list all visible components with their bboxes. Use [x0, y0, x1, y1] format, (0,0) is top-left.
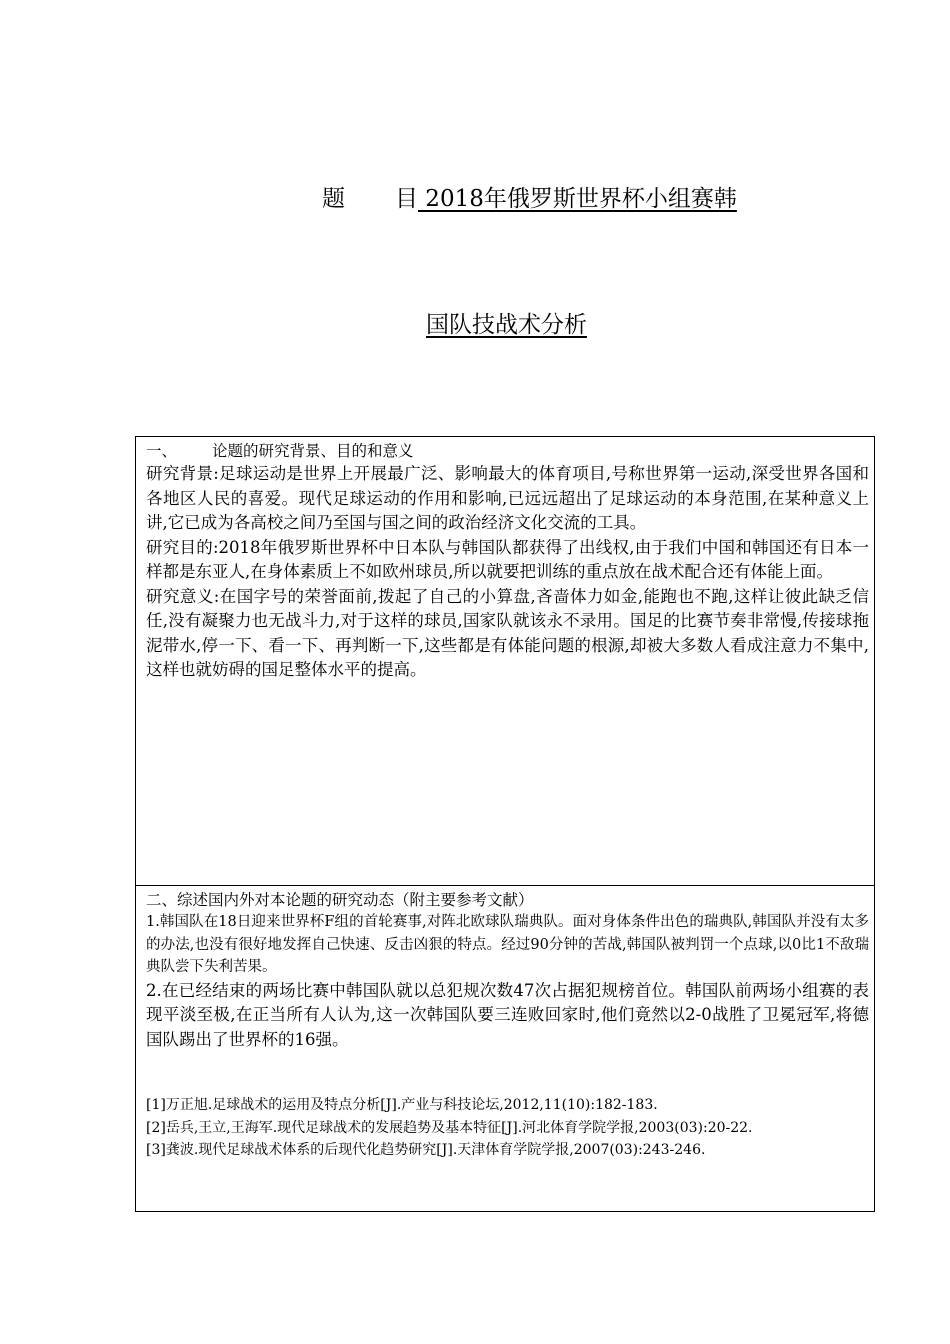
section2-heading: 二、综述国内外对本论题的研究动态（附主要参考文献） — [146, 891, 534, 909]
purpose-paragraph: 研究目的:2018年俄罗斯世界杯中日本队与韩国队都获得了出线权,由于我们中国和韩国还有日本一样都是东亚人,在身体素质上不如欧州球员,所以就要把训练的重点放在战术配合还有体能上面。 — [146, 537, 869, 581]
proposal-table — [135, 436, 875, 1212]
title-text-part2: 国队技战术分析 — [426, 312, 587, 338]
reference-list — [146, 1094, 869, 1162]
background-paragraph: 研究背景:足球运动是世界上开展最广泛、影响最大的体育项目,号称世界第一运动,深受世界各国和各地区人民的喜爱。现代足球运动的作用和影响,已远远超出了足球运动的本身范围,在某种意义上讲,它已成为各高校之间乃至国与国之间的政治经济文化交流的工具。 — [146, 464, 869, 532]
review-item-2: 2.在已经结束的两场比赛中韩国队就以总犯规次数47次占据犯规榜首位。韩国队前两场小组赛的表现平淡至极,在正当所有人认为,这一次韩国队要三连败回家时,他们竟然以2-0战胜了卫冕冠军,将德国队踢出了世界杯的16强。 — [146, 980, 869, 1049]
significance-paragraph: 研究意义:在国字号的荣誉面前,拨起了自己的小算盘,吝啬体力如金,能跑也不跑,这样让彼此缺乏信任,没有凝聚力也无战斗力,对于这样的球员,国家队就该永不录用。国足的比赛节奏非常慢,传接球拖泥带水,停一下、看一下、再判断一下,这些都是有体能问题的根源,却被大多数人看成注意力不集中,这样也就妨碍的国足整体水平的提高。 — [146, 586, 869, 679]
review-item-1: 1.韩国队在18日迎来世界杯F组的首轮赛事,对阵北欧球队瑞典队。面对身体条件出色的瑞典队,韩国队并没有太多的办法,也没有很好地发挥自己快速、反击凶狠的特点。经过90分钟的苦战,韩国队被判罚一个点球,以0比1不敌瑞典队尝下失利苦果。 — [146, 914, 869, 975]
reference-item: [2]岳兵,王立,王海军.现代足球战术的发展趋势及基本特征[J].河北体育学院学报,2003(03):20-22. — [146, 1119, 753, 1136]
title-text-part1: 2018年俄罗斯世界杯小组赛韩 — [418, 186, 737, 212]
section-background-cell — [136, 437, 874, 886]
section1-number: 一、 — [146, 442, 178, 460]
title-line-1 — [322, 183, 737, 215]
section-review-cell — [136, 886, 874, 1211]
reference-item: [3]龚波.现代足球战术体系的后现代化趋势研究[J].天津体育学院学报,2007(03):243-246. — [146, 1142, 706, 1158]
section1-title: 论题的研究背景、目的和意义 — [212, 442, 414, 460]
section1-heading — [146, 440, 869, 462]
reference-item: [1]万正旭.足球战术的运用及特点分析[J].产业与科技论坛,2012,11(10):182-183. — [146, 1097, 658, 1113]
title-label: 题 目 — [322, 186, 418, 212]
